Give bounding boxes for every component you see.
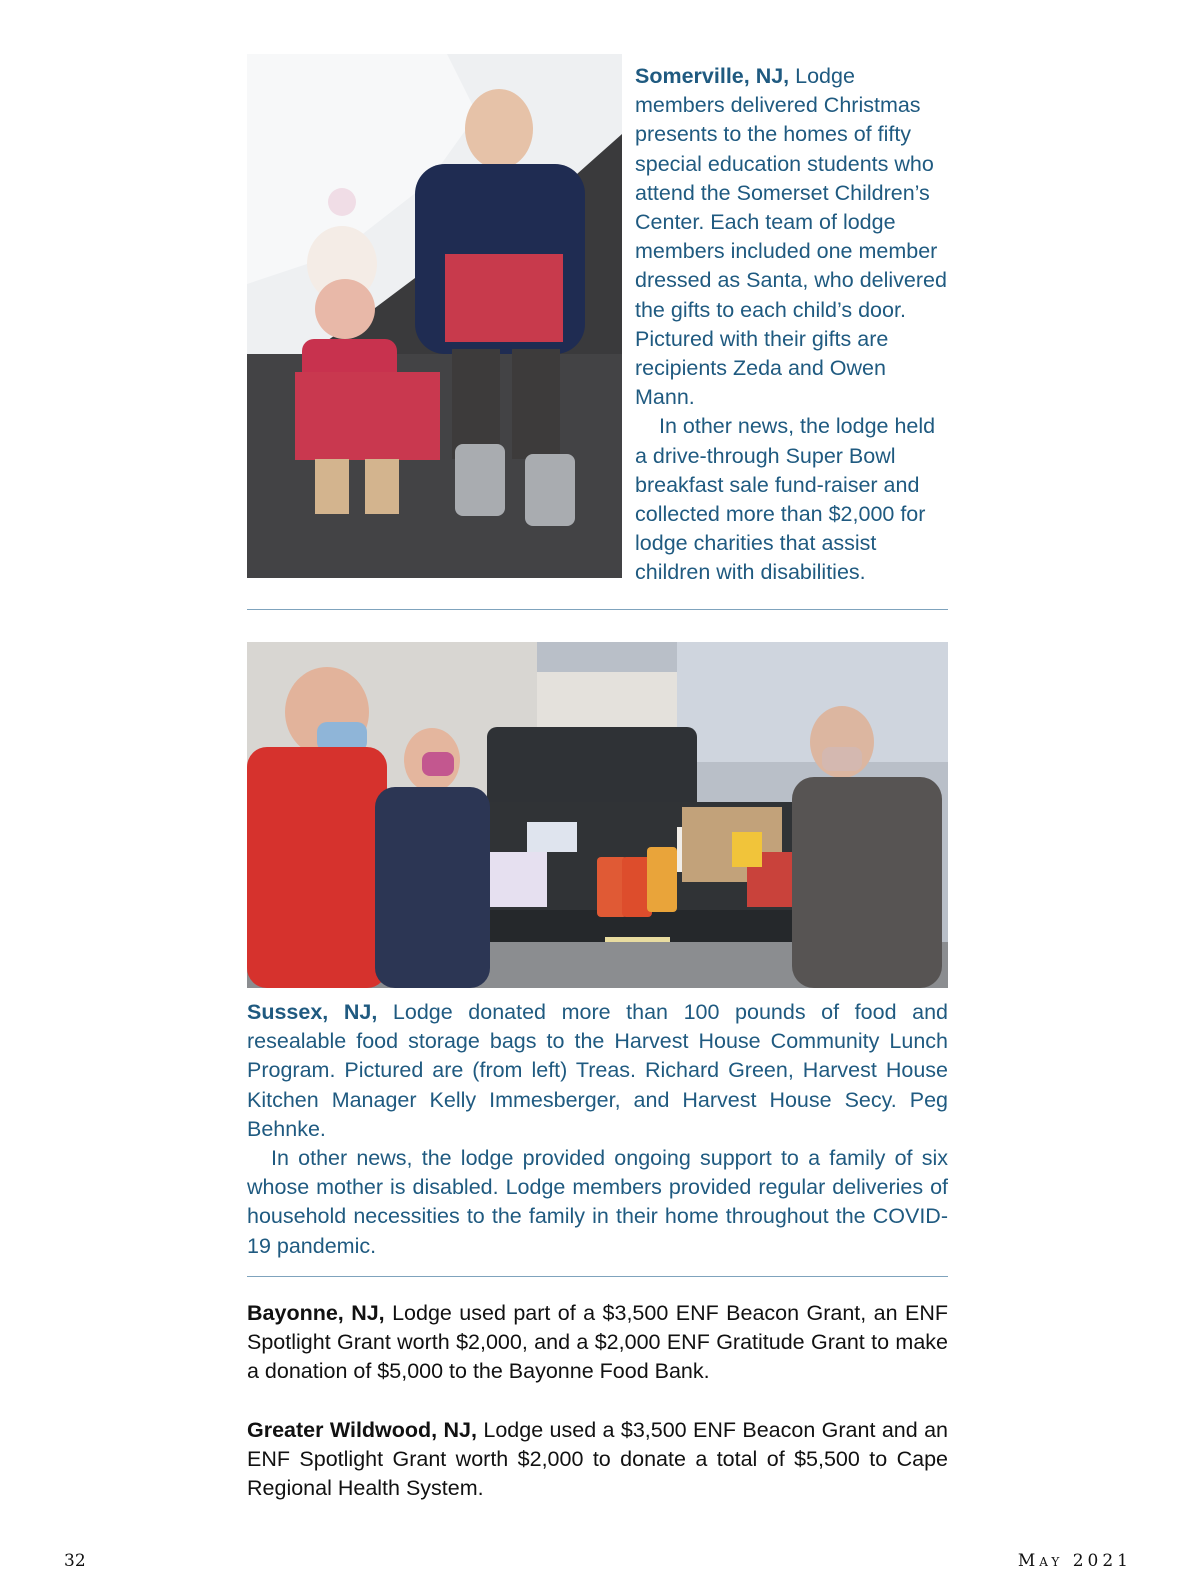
- story-paragraph: Lodge donated more than 100 pounds of food and resealable food storage bags to the Harvest House Community Lunch Program. Pictured are (from left) Treas. Richard Green, Harvest House Kitchen Manager Kelly Immesberger, and Harvest House Secy. Peg Behnke.: [247, 1000, 948, 1141]
- photo-children-with-gifts: [247, 54, 622, 578]
- story-sussex: [247, 998, 948, 1261]
- story-bayonne: [247, 1299, 948, 1387]
- section-divider: [247, 1276, 948, 1277]
- story-somerville: [635, 62, 950, 588]
- photo-food-donation-truck: [247, 642, 948, 988]
- story-paragraph: Lodge used a $3,500 ENF Beacon Grant and an ENF Spotlight Grant worth $2,000 to donate a total of $5,500 to Cape Regional Health System.: [247, 1418, 948, 1501]
- story-paragraph: In other news, the lodge provided ongoing support to a family of six whose mother is disabled. Lodge members provided regular deliveries of household necessities to the family in their home throughout the COVID-19 pandemic.: [247, 1146, 948, 1258]
- section-divider: [247, 609, 948, 610]
- story-location: Greater Wildwood, NJ,: [247, 1418, 477, 1442]
- story-greater-wildwood: [247, 1416, 948, 1504]
- story-location: Bayonne, NJ,: [247, 1301, 385, 1325]
- issue-date: May 2021: [1017, 1551, 1132, 1571]
- story-location: Sussex, NJ,: [247, 1000, 378, 1024]
- page-number: 32: [64, 1551, 86, 1571]
- story-paragraph: In other news, the lodge held a drive-through Super Bowl breakfast sale fund-raiser and collected more than $2,000 for lodge charities that assist children with disabilities.: [635, 414, 936, 585]
- story-paragraph: Lodge members delivered Christmas presents to the homes of fifty special education students who attend the Somerset Children’s Center. Each team of lodge members included one member dressed as Santa, who delivered the gifts to each child’s door. Pictured with their gifts are recipients Zeda and Owen Mann.: [635, 64, 947, 410]
- story-paragraph: Lodge used part of a $3,500 ENF Beacon Grant, an ENF Spotlight Grant worth $2,000, and a $2,000 ENF Gratitude Grant to make a donation of $5,000 to the Bayonne Food Bank.: [247, 1301, 949, 1384]
- story-location: Somerville, NJ,: [635, 64, 790, 88]
